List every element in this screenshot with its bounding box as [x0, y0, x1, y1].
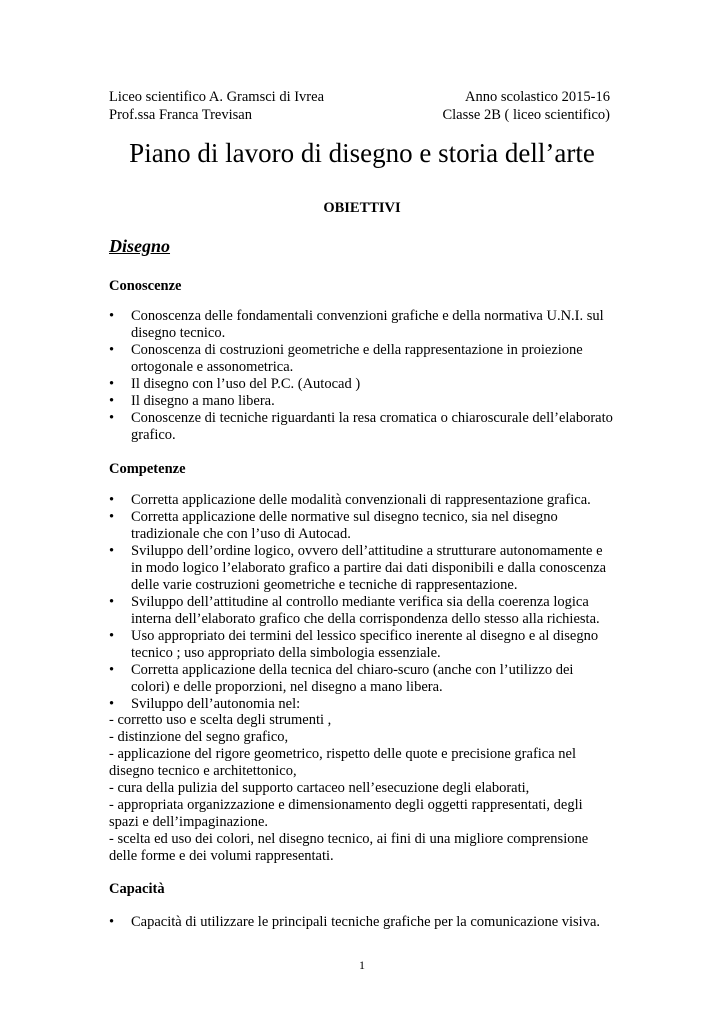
list-item: • Conoscenze di tecniche riguardanti la resa cromatica o chiaroscurale dell’elaborato grafico.	[109, 410, 613, 443]
document-header	[109, 88, 610, 124]
capacita-heading: Capacità	[109, 881, 165, 897]
bullet-icon: •	[109, 393, 115, 409]
list-item: • Sviluppo dell’ordine logico, ovvero dell’attitudine a strutturare autonomamente e in modo logico l’elaborato grafico a partire dai dati disponibili e dalla conoscenza delle varie costruzioni geometriche e tecniche di rappresentazione.	[109, 543, 607, 593]
dash-item: - corretto uso e scelta degli strumenti ,	[109, 712, 332, 728]
bullet-icon: •	[109, 914, 115, 930]
list-item: • Sviluppo dell’attitudine al controllo mediante verifica sia della coerenza logica interna dell’elaborato grafico che della corrispondenza dello stesso alla richiesta.	[109, 594, 600, 627]
autonomia-dash-list	[109, 712, 615, 865]
dash-item: - distinzione del segno grafico,	[109, 729, 289, 745]
bullet-icon: •	[109, 662, 115, 678]
bullet-icon: •	[109, 410, 115, 426]
school-name: Liceo scientifico A. Gramsci di Ivrea	[109, 89, 325, 105]
list-item: • Conoscenza delle fondamentali convenzioni grafiche e della normativa U.N.I. sul disegno tecnico.	[109, 308, 604, 341]
bullet-icon: •	[109, 509, 115, 525]
conoscenze-list	[109, 308, 615, 444]
objectives-heading: OBIETTIVI	[323, 200, 401, 216]
list-item: • Corretta applicazione della tecnica del chiaro-scuro (anche con l’utilizzo dei colori) e delle proporzioni, nel disegno a mano libera.	[109, 662, 574, 695]
competenze-heading: Competenze	[109, 461, 186, 477]
list-item: • Capacità di utilizzare le principali tecniche grafiche per la comunicazione visiva.	[109, 914, 601, 930]
teacher-name: Prof.ssa Franca Trevisan	[109, 107, 252, 123]
page-number: 1	[359, 958, 365, 972]
list-item: • Corretta applicazione delle modalità convenzionali di rappresentazione grafica.	[109, 492, 591, 508]
dash-item: - applicazione del rigore geometrico, rispetto delle quote e precisione grafica nel disegno tecnico e architettonico,	[109, 746, 577, 779]
list-item: • Il disegno con l’uso del P.C. (Autocad )	[109, 376, 361, 392]
document-title: Piano di lavoro di disegno e storia dell’arte	[129, 138, 595, 168]
bullet-icon: •	[109, 543, 115, 559]
bullet-icon: •	[109, 492, 115, 508]
bullet-icon: •	[109, 308, 115, 324]
capacita-list	[109, 914, 615, 931]
dash-item: - cura della pulizia del supporto cartaceo nell’esecuzione degli elaborati,	[109, 780, 530, 796]
dash-item: - appropriata organizzazione e dimensionamento degli oggetti rappresentati, degli spazi e dell’impaginazione.	[109, 797, 583, 830]
bullet-icon: •	[109, 628, 115, 644]
list-item: • Il disegno a mano libera.	[109, 393, 275, 409]
bullet-icon: •	[109, 376, 115, 392]
school-year: Anno scolastico 2015-16	[465, 89, 610, 105]
list-item: • Sviluppo dell’autonomia nel:	[109, 696, 301, 712]
list-item: • Conoscenza di costruzioni geometriche e della rappresentazione in proiezione ortogonale e assonometrica.	[109, 342, 583, 375]
competenze-list	[109, 492, 615, 713]
class-name: Classe 2B ( liceo scientifico)	[442, 107, 610, 123]
bullet-icon: •	[109, 594, 115, 610]
dash-item: - scelta ed uso dei colori, nel disegno tecnico, ai fini di una migliore comprensione delle forme e dei volumi rappresentati.	[109, 831, 589, 864]
list-item: • Uso appropriato dei termini del lessico specifico inerente al disegno e al disegno tecnico ; uso appropriato della simbologia essenziale.	[109, 628, 599, 661]
section-heading-disegno: Disegno	[109, 236, 171, 256]
conoscenze-heading: Conoscenze	[109, 278, 182, 294]
list-item: • Corretta applicazione delle normative sul disegno tecnico, sia nel disegno tradizionale che con l’uso di Autocad.	[109, 509, 558, 542]
bullet-icon: •	[109, 696, 115, 712]
bullet-icon: •	[109, 342, 115, 358]
